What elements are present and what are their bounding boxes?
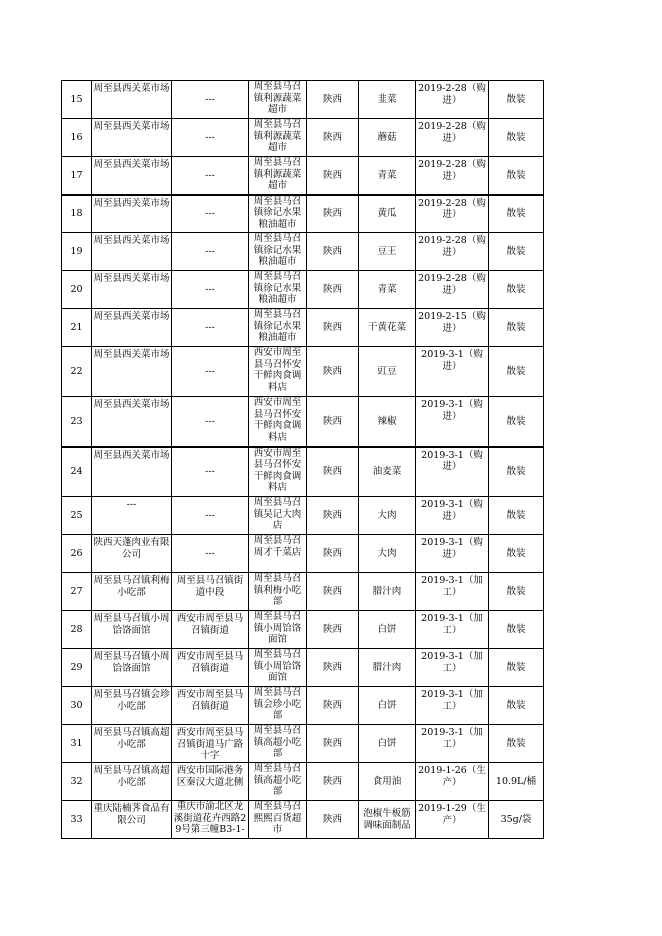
- table-row: [62, 573, 544, 611]
- seq-cell: 22: [62, 347, 92, 397]
- spec-cell: 散装: [489, 497, 544, 535]
- date-cell: 2019-3-1（购进）: [416, 497, 489, 535]
- store-cell: 周至县马召熙熙百货超市: [249, 801, 307, 839]
- date-cell: 2019-2-28（购进）: [416, 119, 489, 157]
- inspection-table: [61, 80, 544, 839]
- sample-name-cell: 黄瓜: [359, 195, 416, 233]
- producer-cell: 周至县西关菜市场: [92, 119, 172, 157]
- producer-cell: 周至县马召镇利梅小吃部: [92, 573, 172, 611]
- producer-address-cell: ---: [172, 347, 249, 397]
- producer-cell: 周至县马召镇小周饸饹面馆: [92, 611, 172, 649]
- producer-cell: 周至县西关菜市场: [92, 81, 172, 119]
- seq-cell: 29: [62, 649, 92, 687]
- table-row: [62, 119, 544, 157]
- sample-name-cell: 腊汁肉: [359, 649, 416, 687]
- seq-cell: 27: [62, 573, 92, 611]
- producer-address-cell: ---: [172, 309, 249, 347]
- sample-name-cell: 豇豆: [359, 347, 416, 397]
- producer-cell: 周至县马召镇小周饸饹面馆: [92, 649, 172, 687]
- seq-cell: 17: [62, 157, 92, 195]
- date-cell: 2019-3-1（购进）: [416, 535, 489, 573]
- date-cell: 2019-2-15（购进）: [416, 309, 489, 347]
- seq-cell: 28: [62, 611, 92, 649]
- region-cell: 陕西: [307, 309, 359, 347]
- producer-cell: 周至县西关菜市场: [92, 347, 172, 397]
- sample-name-cell: 辣椒: [359, 397, 416, 447]
- store-cell: 周至县马召镇高超小吃部: [249, 725, 307, 763]
- table-row: [62, 157, 544, 195]
- date-cell: 2019-3-1（加工）: [416, 649, 489, 687]
- region-cell: 陕西: [307, 271, 359, 309]
- table-row: [62, 497, 544, 535]
- seq-cell: 25: [62, 497, 92, 535]
- spec-cell: 散装: [489, 573, 544, 611]
- producer-cell: 周至县西关菜市场: [92, 233, 172, 271]
- table-row: [62, 687, 544, 725]
- date-cell: 2019-3-1（加工）: [416, 611, 489, 649]
- sample-name-cell: 白饼: [359, 611, 416, 649]
- store-cell: 西安市周至县马召怀安干鲜肉食调料店: [249, 347, 307, 397]
- date-cell: 2019-3-1（加工）: [416, 573, 489, 611]
- spec-cell: 散装: [489, 447, 544, 497]
- store-cell: 周至县马召镇高超小吃部: [249, 763, 307, 801]
- seq-cell: 21: [62, 309, 92, 347]
- store-cell: 周至县马召镇徐记水果粮油超市: [249, 309, 307, 347]
- store-cell: 周至县马召镇利梅小吃部: [249, 573, 307, 611]
- table-row: [62, 309, 544, 347]
- producer-address-cell: 重庆市渝北区龙溪街道花卉西路29号第三幢B3-1-: [172, 801, 249, 839]
- store-cell: 周至县马召镇利源蔬菜超市: [249, 157, 307, 195]
- sample-name-cell: 韭菜: [359, 81, 416, 119]
- seq-cell: 23: [62, 397, 92, 447]
- date-cell: 2019-3-1（加工）: [416, 725, 489, 763]
- spec-cell: 散装: [489, 649, 544, 687]
- region-cell: 陕西: [307, 649, 359, 687]
- table-row: [62, 347, 544, 397]
- region-cell: 陕西: [307, 763, 359, 801]
- seq-cell: 20: [62, 271, 92, 309]
- date-cell: 2019-3-1（购进）: [416, 397, 489, 447]
- sample-name-cell: 青菜: [359, 271, 416, 309]
- producer-cell: 周至县西关菜市场: [92, 195, 172, 233]
- spec-cell: 散装: [489, 271, 544, 309]
- spec-cell: 散装: [489, 119, 544, 157]
- store-cell: 周至县马召镇小周饸饹面馆: [249, 649, 307, 687]
- table-row: [62, 649, 544, 687]
- date-cell: 2019-2-28（购进）: [416, 233, 489, 271]
- sample-name-cell: 白饼: [359, 725, 416, 763]
- producer-address-cell: ---: [172, 397, 249, 447]
- region-cell: 陕西: [307, 801, 359, 839]
- sample-name-cell: 泡椒牛板筋调味面制品: [359, 801, 416, 839]
- producer-cell: 周至县西关菜市场: [92, 309, 172, 347]
- sample-name-cell: 青菜: [359, 157, 416, 195]
- spec-cell: 散装: [489, 347, 544, 397]
- sample-name-cell: 豆王: [359, 233, 416, 271]
- producer-cell: 周至县马召镇高超小吃部: [92, 763, 172, 801]
- spec-cell: 散装: [489, 611, 544, 649]
- producer-cell: 周至县马召镇高超小吃部: [92, 725, 172, 763]
- table-row: [62, 801, 544, 839]
- producer-cell: 陕西天蓬肉业有限公司: [92, 535, 172, 573]
- sample-name-cell: 油麦菜: [359, 447, 416, 497]
- spec-cell: 散装: [489, 687, 544, 725]
- table-row: [62, 397, 544, 447]
- producer-address-cell: ---: [172, 81, 249, 119]
- producer-address-cell: ---: [172, 447, 249, 497]
- store-cell: 周至县马召镇会珍小吃部: [249, 687, 307, 725]
- seq-cell: 18: [62, 195, 92, 233]
- sample-name-cell: 蘑菇: [359, 119, 416, 157]
- spec-cell: 散装: [489, 725, 544, 763]
- table-row: [62, 725, 544, 763]
- producer-cell: ---: [92, 497, 172, 535]
- date-cell: 2019-3-1（加工）: [416, 687, 489, 725]
- producer-address-cell: ---: [172, 119, 249, 157]
- seq-cell: 31: [62, 725, 92, 763]
- producer-address-cell: 西安市周至县马召镇街道马广路十字: [172, 725, 249, 763]
- table-row: [62, 233, 544, 271]
- table-row: [62, 271, 544, 309]
- region-cell: 陕西: [307, 233, 359, 271]
- producer-address-cell: ---: [172, 535, 249, 573]
- date-cell: 2019-2-28（购进）: [416, 271, 489, 309]
- table-row: [62, 763, 544, 801]
- spec-cell: 散装: [489, 397, 544, 447]
- store-cell: 周至县马召镇徐记水果粮油超市: [249, 233, 307, 271]
- sample-name-cell: 大肉: [359, 497, 416, 535]
- spec-cell: 散装: [489, 535, 544, 573]
- seq-cell: 16: [62, 119, 92, 157]
- spec-cell: 10.9L/桶: [489, 763, 544, 801]
- producer-address-cell: ---: [172, 195, 249, 233]
- store-cell: 周至县马召周才千菜店: [249, 535, 307, 573]
- store-cell: 周至县马召镇徐记水果粮油超市: [249, 195, 307, 233]
- spec-cell: 散装: [489, 81, 544, 119]
- spec-cell: 35g/袋: [489, 801, 544, 839]
- region-cell: 陕西: [307, 535, 359, 573]
- date-cell: 2019-2-28（购进）: [416, 81, 489, 119]
- date-cell: 2019-3-1（购进）: [416, 447, 489, 497]
- store-cell: 周至县马召镇吴记大肉店: [249, 497, 307, 535]
- date-cell: 2019-1-29（生产）: [416, 801, 489, 839]
- sample-name-cell: 白饼: [359, 687, 416, 725]
- producer-cell: 周至县西关菜市场: [92, 157, 172, 195]
- producer-cell: 重庆陆楠荠食品有限公司: [92, 801, 172, 839]
- store-cell: 周至县马召镇利源蔬菜超市: [249, 81, 307, 119]
- date-cell: 2019-3-1（购进）: [416, 347, 489, 397]
- store-cell: 周至县马召镇小周饸饹面馆: [249, 611, 307, 649]
- spec-cell: 散装: [489, 195, 544, 233]
- sample-name-cell: 腊汁肉: [359, 573, 416, 611]
- region-cell: 陕西: [307, 573, 359, 611]
- sample-name-cell: 食用油: [359, 763, 416, 801]
- region-cell: 陕西: [307, 687, 359, 725]
- region-cell: 陕西: [307, 347, 359, 397]
- region-cell: 陕西: [307, 725, 359, 763]
- date-cell: 2019-1-26（生产）: [416, 763, 489, 801]
- store-cell: 西安市周至县马召怀安干鲜肉食调料店: [249, 447, 307, 497]
- region-cell: 陕西: [307, 397, 359, 447]
- producer-address-cell: ---: [172, 157, 249, 195]
- seq-cell: 15: [62, 81, 92, 119]
- date-cell: 2019-2-28（购进）: [416, 157, 489, 195]
- table-row: [62, 81, 544, 119]
- seq-cell: 24: [62, 447, 92, 497]
- table-row: [62, 535, 544, 573]
- region-cell: 陕西: [307, 447, 359, 497]
- producer-address-cell: 西安市周至县马召镇街道: [172, 687, 249, 725]
- seq-cell: 32: [62, 763, 92, 801]
- sample-name-cell: 干黄花菜: [359, 309, 416, 347]
- seq-cell: 33: [62, 801, 92, 839]
- date-cell: 2019-2-28（购进）: [416, 195, 489, 233]
- producer-address-cell: ---: [172, 233, 249, 271]
- producer-cell: 周至县西关菜市场: [92, 271, 172, 309]
- table-row: [62, 195, 544, 233]
- spec-cell: 散装: [489, 157, 544, 195]
- table-row: [62, 447, 544, 497]
- producer-address-cell: ---: [172, 271, 249, 309]
- seq-cell: 30: [62, 687, 92, 725]
- store-cell: 周至县马召镇利源蔬菜超市: [249, 119, 307, 157]
- spec-cell: 散装: [489, 233, 544, 271]
- seq-cell: 26: [62, 535, 92, 573]
- producer-cell: 周至县西关菜市场: [92, 397, 172, 447]
- store-cell: 西安市周至县马召怀安干鲜肉食调料店: [249, 397, 307, 447]
- table-body: [62, 81, 544, 839]
- sample-name-cell: 大肉: [359, 535, 416, 573]
- region-cell: 陕西: [307, 81, 359, 119]
- producer-address-cell: 西安市周至县马召镇街道: [172, 611, 249, 649]
- producer-address-cell: 周至县马召镇街道中段: [172, 573, 249, 611]
- producer-cell: 周至县马召镇会珍小吃部: [92, 687, 172, 725]
- producer-cell: 周至县西关菜市场: [92, 447, 172, 497]
- region-cell: 陕西: [307, 611, 359, 649]
- region-cell: 陕西: [307, 119, 359, 157]
- store-cell: 周至县马召镇徐记水果粮油超市: [249, 271, 307, 309]
- seq-cell: 19: [62, 233, 92, 271]
- table-row: [62, 611, 544, 649]
- region-cell: 陕西: [307, 157, 359, 195]
- spec-cell: 散装: [489, 309, 544, 347]
- producer-address-cell: 西安市周至县马召镇街道: [172, 649, 249, 687]
- region-cell: 陕西: [307, 497, 359, 535]
- producer-address-cell: ---: [172, 497, 249, 535]
- producer-address-cell: 西安市国际港务区秦汉大道北侧: [172, 763, 249, 801]
- region-cell: 陕西: [307, 195, 359, 233]
